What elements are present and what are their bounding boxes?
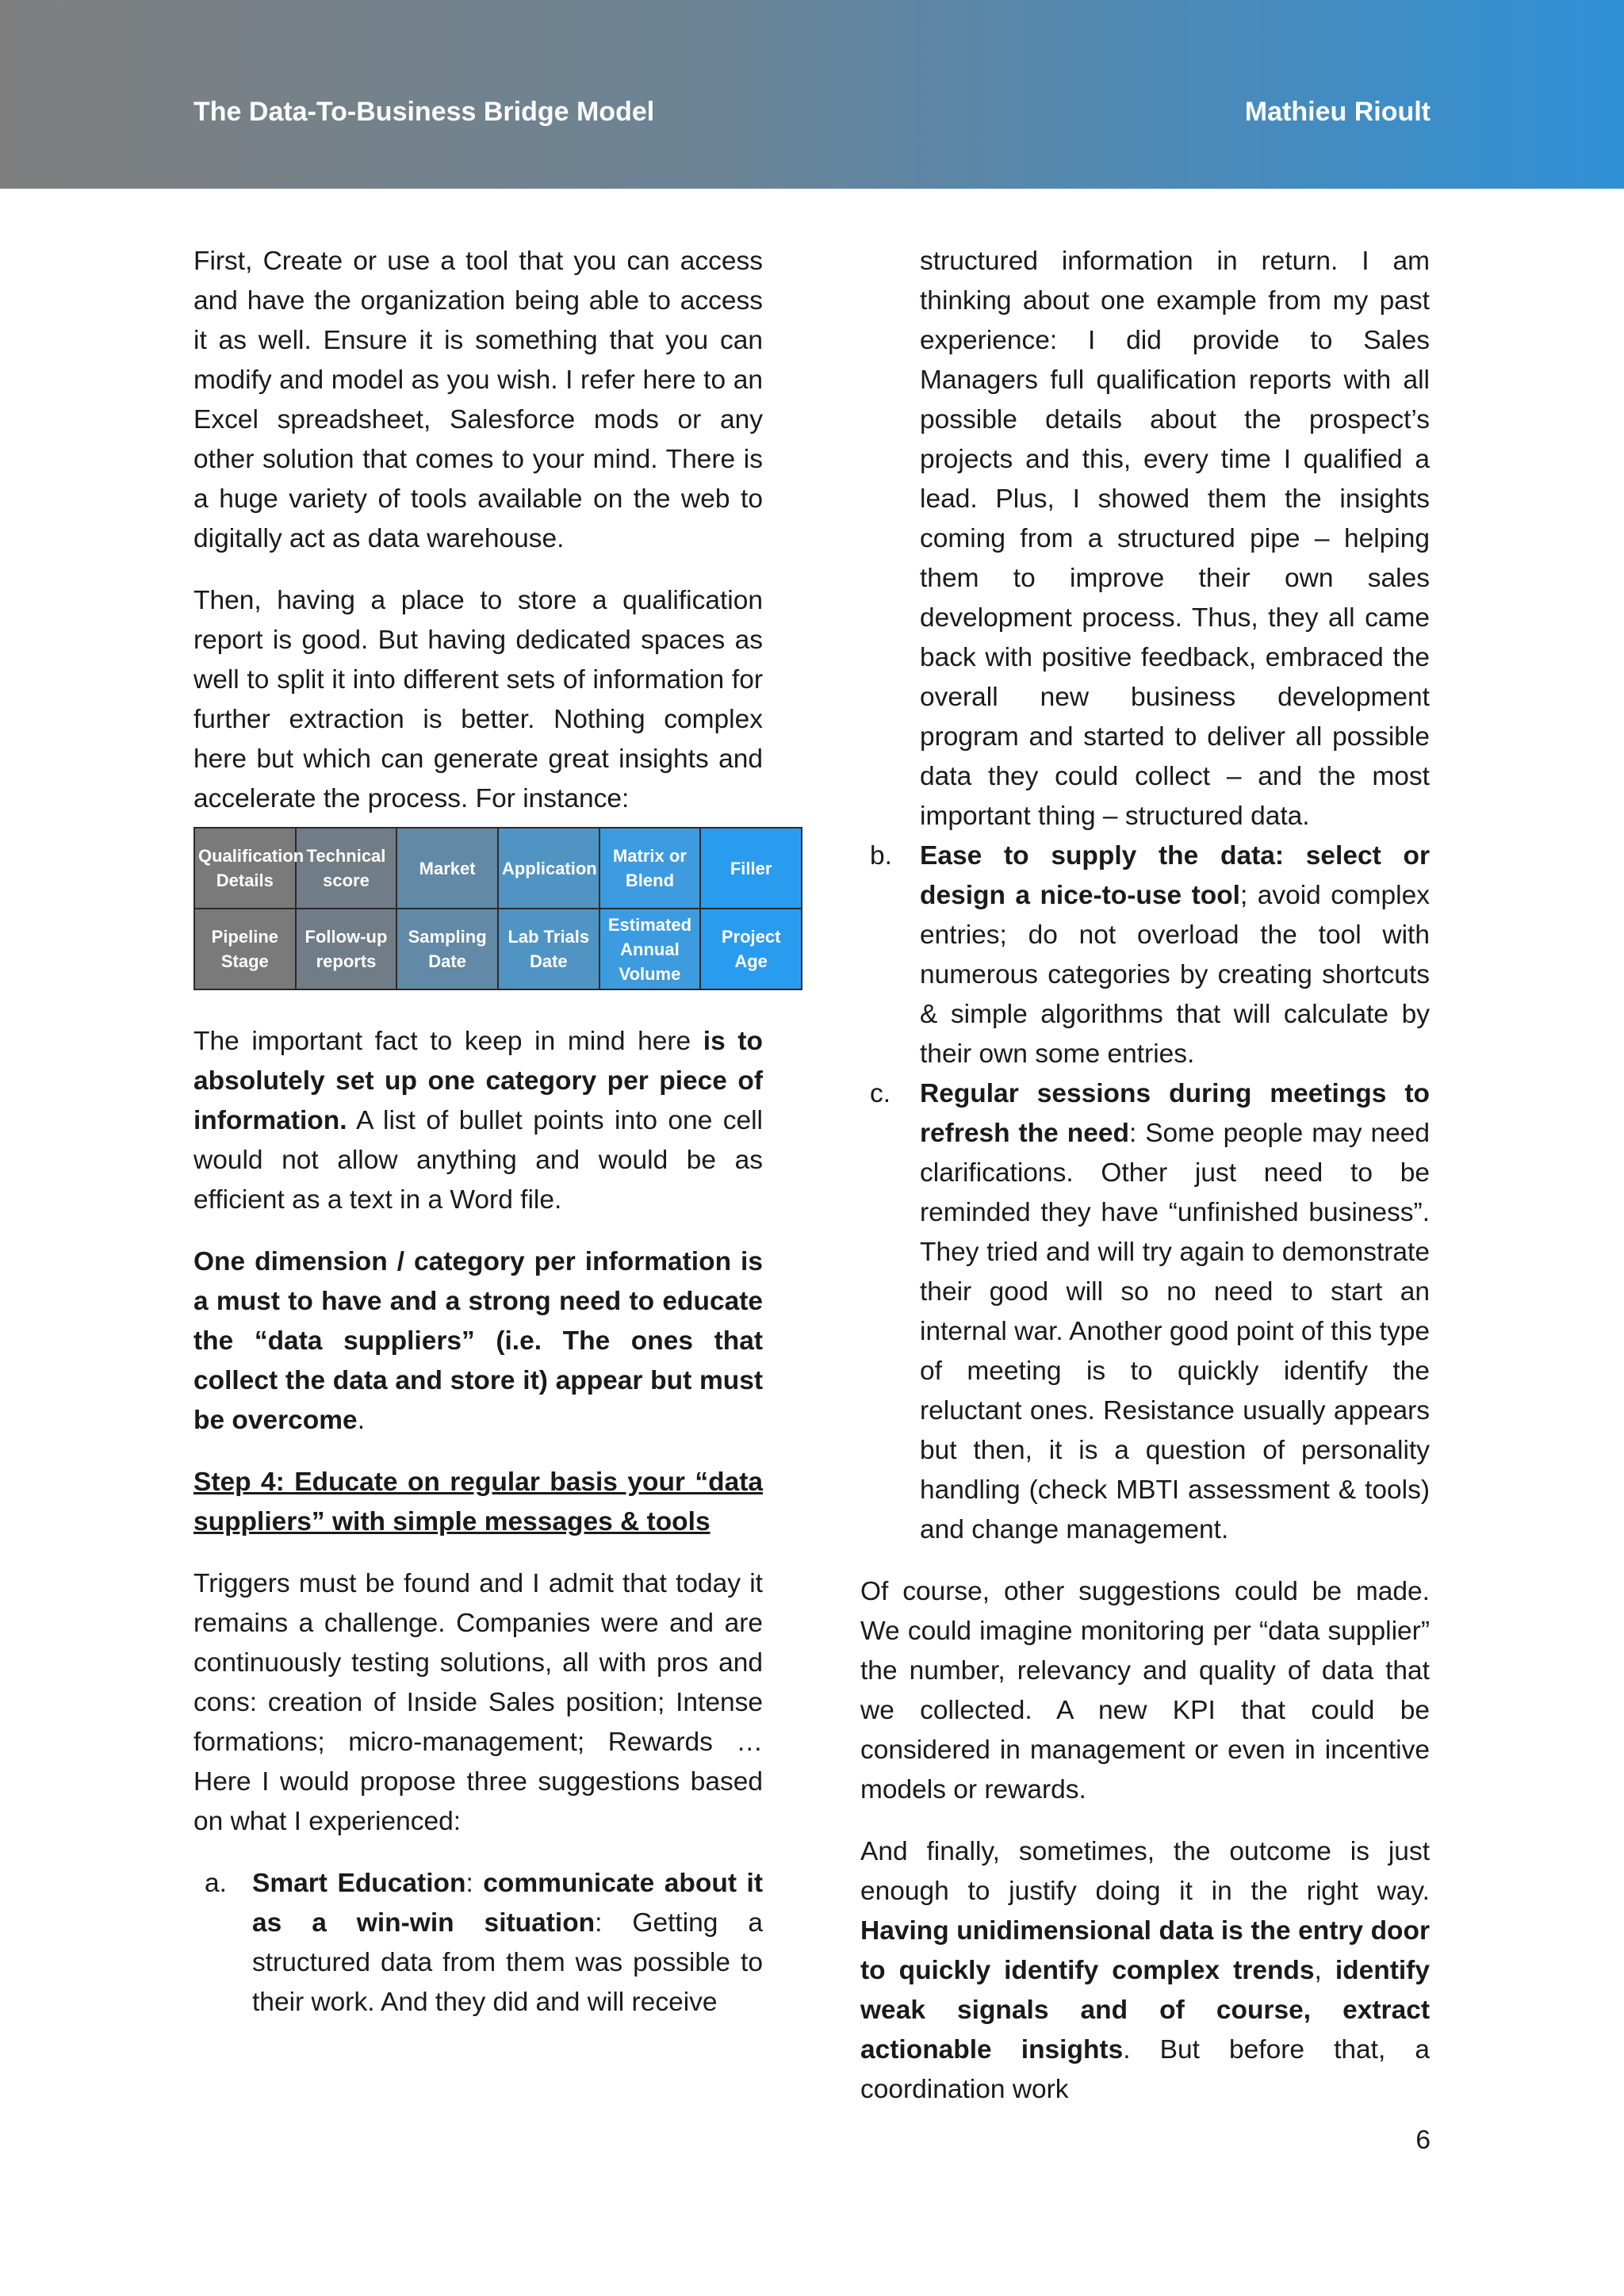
table-cell: Matrix or Blend — [599, 828, 701, 909]
table-cell: Estimated Annual Volume — [599, 909, 701, 989]
paragraph-other-suggestions: Of course, other suggestions could be made. We could imagine monitoring per “data supplier” the number, relevancy and quality of data that we collected. A new KPI that could be considered in management or even in incentive models or rewards. — [860, 1577, 1430, 1804]
step4-heading: Step 4: Educate on regular basis your “data suppliers” with simple messages & tools — [193, 1468, 763, 1536]
category-table — [193, 827, 802, 990]
list-marker: b. — [870, 841, 892, 871]
left-column — [193, 242, 781, 2022]
paragraph-one-dimension: One dimension / category per information is a must to have and a strong need to educate the “data suppliers” (i.e. The ones that collect the data and store it) appear but must be overcome. — [193, 1247, 763, 1435]
paragraph-triggers: Triggers must be found and I admit that today it remains a challenge. Companies were and are continuously testing solutions, all with pros and cons: creation of Inside Sales position; Intense formations; micro-management; Rewards … Here I would propose three suggestions based on what I experienced: — [193, 1569, 763, 1836]
right-column — [860, 242, 1430, 2132]
list-item-a: a. Smart Education: communicate about it as a win-win situation: Getting a structured data from them was possible to their work. And they did and will receive — [193, 1864, 763, 2022]
table-row — [194, 909, 802, 989]
table-cell: Follow-up reports — [296, 909, 397, 989]
paragraph-finally: And finally, sometimes, the outcome is just enough to justify doing it in the right way. Having unidimensional data is the entry door to quickly identify complex trends, identify weak signals and of course, extract actionable insights. But before that, a coordination work — [860, 1837, 1431, 2104]
paragraph-dedicated-spaces: Then, having a place to store a qualification report is good. But having dedicated spaces as well to split it into different sets of information for further extraction is better. Nothing complex here but which can generate great insights and accelerate the process. For instance: — [193, 586, 763, 813]
table-cell: Market — [396, 828, 498, 909]
table-cell: Technical score — [296, 828, 397, 909]
table-cell: Lab Trials Date — [498, 909, 599, 989]
list-item-b: b. Ease to supply the data: select or design a nice-to-use tool; avoid complex entries; do not overload the tool with numerous categories by creating shortcuts & simple algorithms that will calculate by their own some entries. — [860, 836, 1430, 1074]
list-marker: c. — [870, 1079, 891, 1108]
author-name: Mathieu Rioult — [1244, 97, 1431, 127]
table-cell: Application — [498, 828, 599, 909]
table-row — [194, 828, 802, 909]
list-item-a-continued: structured information in return. I am thinking about one example from my past experience: I did provide to Sales Managers full qualification reports with all possible details about the prospect’s projects and this, every time I qualified a lead. Plus, I showed them the insights coming from a structured pipe – helping them to improve their own sales development process. Thus, they all came back with positive feedback, embraced the overall new business development program and started to deliver all possible data they could collect – and the most important thing – structured data. — [920, 247, 1430, 831]
paragraph-tool: First, Create or use a tool that you can access and have the organization being able to access it as well. Ensure it is something that you can modify and model as you wish. I refer here to an Excel spreadsheet, Salesforce mods or any other solution that comes to your mind. There is a huge variety of tools available on the web to digitally act as data warehouse. — [193, 247, 763, 553]
list-marker: a. — [205, 1869, 227, 1898]
paragraph-important-fact: The important fact to keep in mind here is to absolutely set up one category per piece of information. A list of bullet points into one cell would not allow anything and would be as efficient as a text in a Word file. — [193, 1027, 763, 1215]
page-header — [0, 0, 1624, 189]
document-title: The Data-To-Business Bridge Model — [193, 97, 655, 127]
list-item-c: c. Regular sessions during meetings to refresh the need: Some people may need clarifications. Other just need to be reminded they have “unfinished business”. They tried and will try again to demonstrate their good will so no need to start an internal war. Another good point of this type of meeting is to quickly identify the reluctant ones. Resistance usually appears but then, it is a question of personality handling (check MBTI assessment & tools) and change management. — [860, 1074, 1430, 1550]
page-number: 6 — [1415, 2126, 1431, 2155]
table-cell: Sampling Date — [396, 909, 498, 989]
table-cell: Project Age — [700, 909, 802, 989]
table-cell: Filler — [700, 828, 802, 909]
table-cell: Qualification Details — [194, 828, 296, 909]
table-cell: Pipeline Stage — [194, 909, 296, 989]
